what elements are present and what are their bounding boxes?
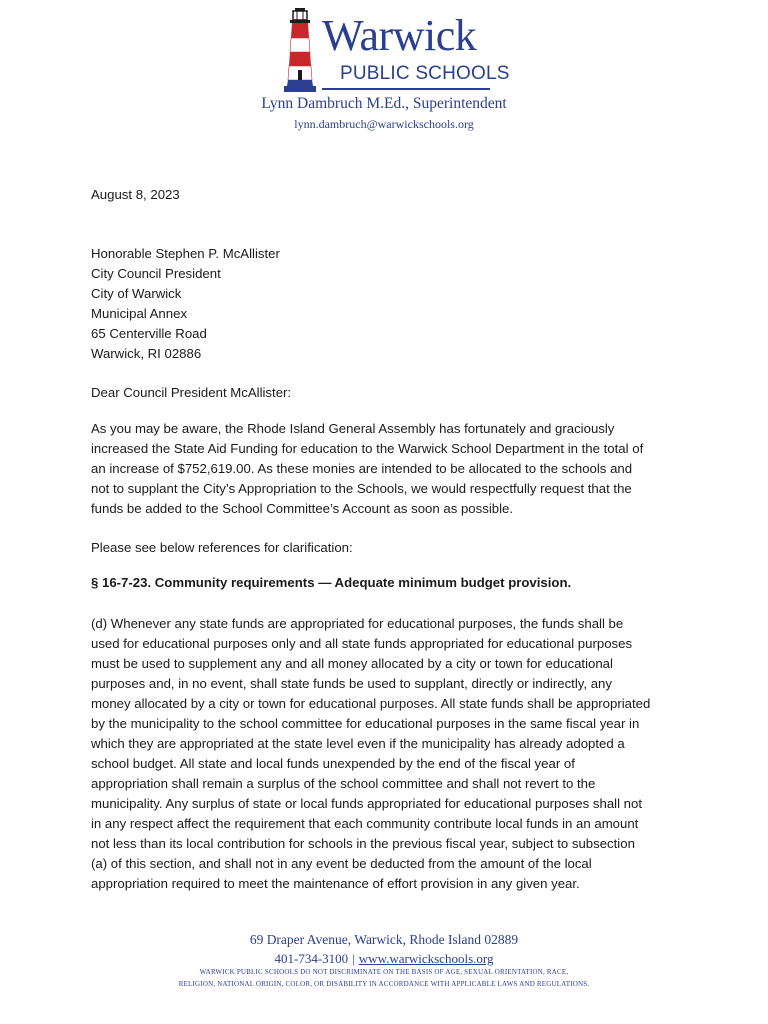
brand-divider [322,88,490,90]
address-line: Municipal Annex [91,306,188,321]
salutation [91,383,691,403]
statute-line: appropriation required to meet the maintenance of effort provision in any given year. [91,876,580,891]
address-line: Warwick, RI 02886 [91,346,202,361]
statute-line: which they are appropriated at the state level even if the municipality has already adopted a [91,736,625,751]
address-line: City Council President [91,266,221,281]
brand-subtitle: PUBLIC SCHOOLS [340,63,510,84]
statute-line: not less than its local contribution for schools in the previous fiscal year, subject to subsection [91,836,635,851]
recipient-address [91,244,691,364]
letter-date [91,185,691,205]
legal-line: RELIGION, NATIONAL ORIGIN, COLOR, OR DISABILITY IN ACCORDANCE WITH APPLICABLE LAWS AND REGULATIONS. [178,980,590,988]
date-text: August 8, 2023 [91,187,180,202]
address-line: 65 Centerville Road [91,326,207,341]
brand-name: Warwick [322,11,477,60]
footer-legal-notice [0,966,768,990]
footer-phone: 401-734-3100 [274,951,349,966]
footer-contact [0,951,768,967]
address-line: Honorable Stephen P. McAllister [91,246,280,261]
statute-line: in any respect affect the requirement that each community contribute local funds in an amount [91,816,639,831]
statute-line: money allocated by a city or town for educational purposes. All state funds shall be appropriated [91,696,651,711]
footer-separator: | [352,951,355,966]
letterhead [0,0,768,140]
paragraph-line: not to supplant the City’s Appropriation to the Schools, we would respectfully request that the [91,481,632,496]
statute-line: appropriation shall remain a surplus of the school committee and shall not revert to the [91,776,596,791]
statute-line: (a) of this section, and shall not in any event be deducted from the amount of the local [91,856,592,871]
request-paragraph [91,419,691,519]
paragraph-line: funds be added to the School Committee’s Account as soon as possible. [91,501,514,516]
superintendent-name: Lynn Dambruch M.Ed., Superintendent [261,95,507,112]
paragraph-line: As you may be aware, the Rhode Island General Assembly has fortunately and graciously [91,421,615,436]
lighthouse-icon [282,6,318,94]
clarification-text: Please see below references for clarification: [91,540,353,555]
statute-line: purposes and, in no event, shall state funds be used to supplant, directly or indirectly, any [91,676,612,691]
statute-line: used for educational purposes only and all state funds appropriated for educational purposes [91,636,633,651]
statute-heading-text: § 16-7-23. Community requirements — Adequate minimum budget provision. [91,575,572,590]
statute-line: municipality. Any surplus of state or local funds appropriated for educational purposes shall not [91,796,643,811]
salutation-text: Dear Council President McAllister: [91,385,292,400]
statute-heading [91,573,691,593]
statute-line: by the municipality to the school committee for educational purposes in the same fiscal year in [91,716,640,731]
statute-line: school budget. All state and local funds unexpended by the end of the fiscal year of [91,756,575,771]
paragraph-line: increased the State Aid Funding for education to the Warwick School Department in the total of [91,441,644,456]
paragraph-line: an increase of $752,619.00. As these monies are intended to be allocated to the schools and [91,461,633,476]
footer-website-link[interactable]: www.warwickschools.org [358,951,494,966]
superintendent-email[interactable]: lynn.dambruch@warwickschools.org [294,117,474,131]
address-line: City of Warwick [91,286,182,301]
statute-text [91,614,691,894]
footer-address: 69 Draper Avenue, Warwick, Rhode Island 02889 [249,932,519,947]
clarification-note [91,538,691,558]
legal-line: WARWICK PUBLIC SCHOOLS DO NOT DISCRIMINATE ON THE BASIS OF AGE, SEXUAL ORIENTATION, RACE, [199,968,569,976]
statute-line: must be used to supplement any and all money allocated by a city or town for educational [91,656,613,671]
logo [282,6,510,94]
statute-line: (d) Whenever any state funds are appropriated for educational purposes, the funds shall be [91,616,624,631]
